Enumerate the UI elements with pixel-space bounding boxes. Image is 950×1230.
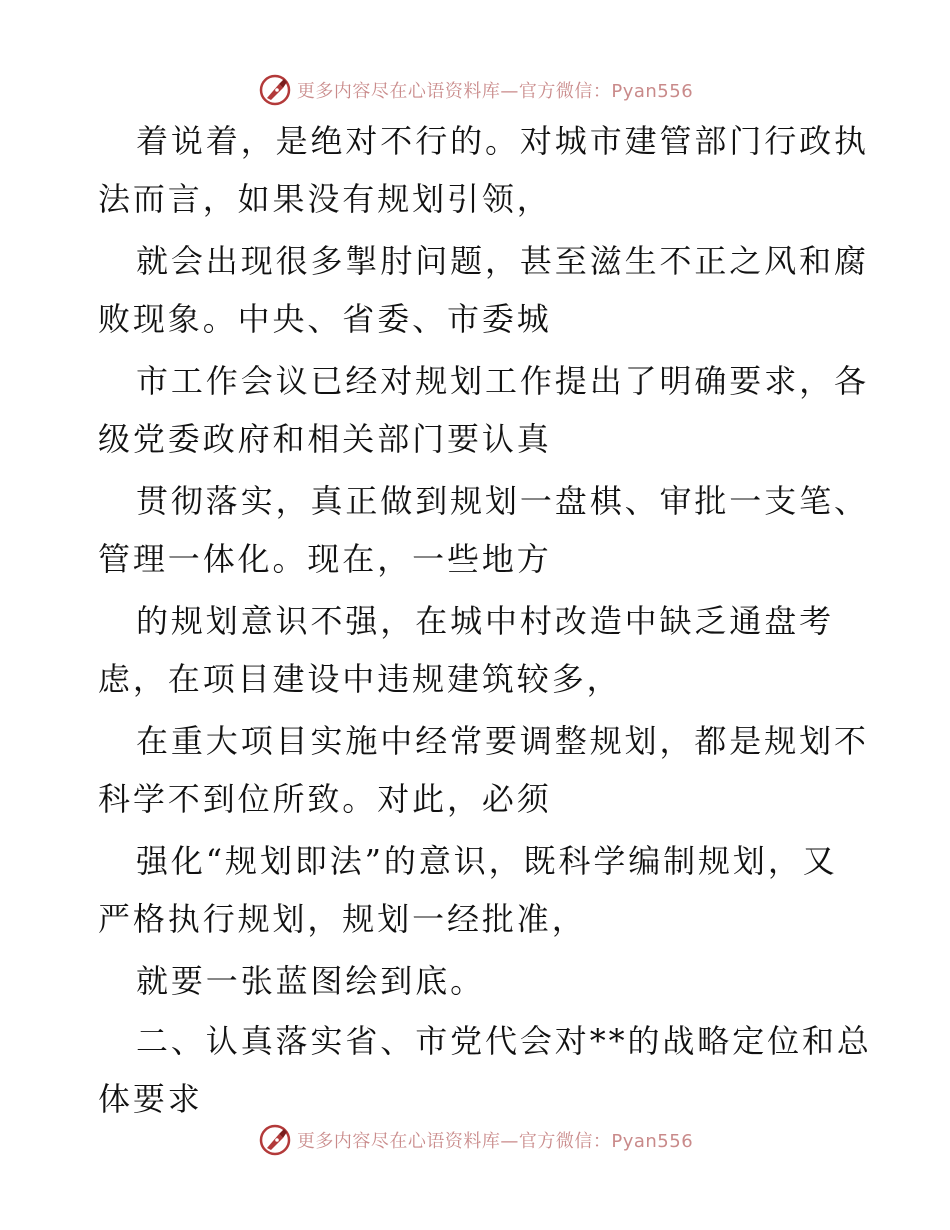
text-line: 败现象。中央、省委、市委城 <box>98 300 552 338</box>
text-line: 严格执行规划，规划一经批准， <box>98 900 587 938</box>
text-line: 着说着，是绝对不行的。对城市建管部门行政执 <box>136 122 869 160</box>
header-watermark <box>0 70 950 110</box>
text-line: 强化“规划即法”的意识，既科学编制规划，又 <box>136 842 838 880</box>
text-line: 在重大项目实施中经常要调整规划，都是规划不 <box>136 722 869 760</box>
text-line: 虑，在项目建设中违规建筑较多， <box>98 660 622 698</box>
watermark-text: 更多内容尽在心语资料库—官方微信：Pyan556 <box>296 81 694 102</box>
text-line: 就要一张蓝图绘到底。 <box>136 962 486 1000</box>
watermark-text: 更多内容尽在心语资料库—官方微信：Pyan556 <box>296 1131 694 1152</box>
text-line: 级党委政府和相关部门要认真 <box>98 420 552 458</box>
pen-nib-logo-icon <box>257 72 293 108</box>
footer-watermark <box>0 1120 950 1160</box>
text-line: 的规划意识不强，在城中村改造中缺乏通盘考 <box>136 602 835 640</box>
text-line: 贯彻落实，真正做到规划一盘棋、审批一支笔、 <box>136 482 869 520</box>
text-line: 市工作会议已经对规划工作提出了明确要求，各 <box>136 362 869 400</box>
text-line: 体要求 <box>98 1080 203 1118</box>
text-line: 就会出现很多掣肘问题，甚至滋生不正之风和腐 <box>136 242 869 280</box>
text-line: 科学不到位所致。对此，必须 <box>98 780 552 818</box>
text-line: 法而言，如果没有规划引领， <box>98 180 552 218</box>
pen-nib-logo-icon <box>257 1122 293 1158</box>
text-line: 管理一体化。现在，一些地方 <box>98 540 552 578</box>
text-line: 二、认真落实省、市党代会对**的战略定位和总 <box>136 1022 872 1060</box>
